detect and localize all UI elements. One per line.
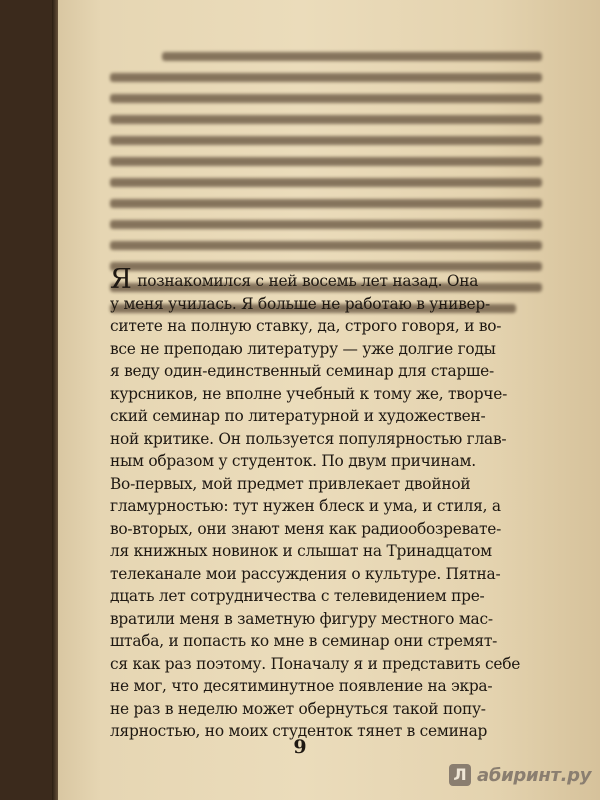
labirint-logo-icon: Л xyxy=(449,764,471,786)
text-line: лярностью, но моих студенток тянет в семинар xyxy=(110,722,488,740)
text-line: я веду один-единственный семинар для старше- xyxy=(110,362,494,380)
text-line: все не преподаю литературу — уже долгие годы xyxy=(110,339,496,358)
text-line: Во-первых, мой предмет привлекает двойной xyxy=(110,474,471,493)
text-line: ский семинар по литературной и художествен- xyxy=(110,407,486,425)
body-paragraph xyxy=(110,264,542,743)
text-line: ситете на полную ставку, да, строго говоря, и во- xyxy=(110,317,502,335)
text-line: ся как раз поэтому. Поначалу я и представить себе xyxy=(110,654,521,673)
text-line: не мог, что десятиминутное появление на экра- xyxy=(110,677,493,695)
text-line: курсников, не вполне учебный к тому же, творче- xyxy=(110,384,508,403)
text-line: гламурностью: тут нужен блеск и ума, и стиля, а xyxy=(110,497,501,515)
labirint-watermark xyxy=(449,760,591,790)
drop-cap: Я xyxy=(110,264,132,295)
text-line: не раз в неделю может обернуться такой попу- xyxy=(110,699,486,718)
text-line: штаба, и попасть ко мне в семинар они стремят- xyxy=(110,632,498,650)
text-line: ным образом у студенток. По двум причинам. xyxy=(110,452,476,470)
text-line: у меня училась. Я больше не работаю в универ- xyxy=(110,294,490,313)
page-number: 9 xyxy=(293,736,307,758)
text-line: телеканале мои рассуждения о культуре. Пятна- xyxy=(110,564,501,583)
text-line: вратили меня в заметную фигуру местного мас- xyxy=(110,609,493,628)
text-line-1: Я познакомился с ней восемь лет назад. Она xyxy=(110,264,479,295)
text-line: во-вторых, они знают меня как радиообозревате- xyxy=(110,519,502,538)
text-line: дцать лет сотрудничества с телевидением пре- xyxy=(110,587,485,605)
text-line: ной критике. Он пользуется популярностью глав- xyxy=(110,429,507,448)
text-line: ля книжных новинок и слышат на Тринадцатом xyxy=(110,542,492,560)
watermark-text: абиринт.ру xyxy=(477,764,592,786)
